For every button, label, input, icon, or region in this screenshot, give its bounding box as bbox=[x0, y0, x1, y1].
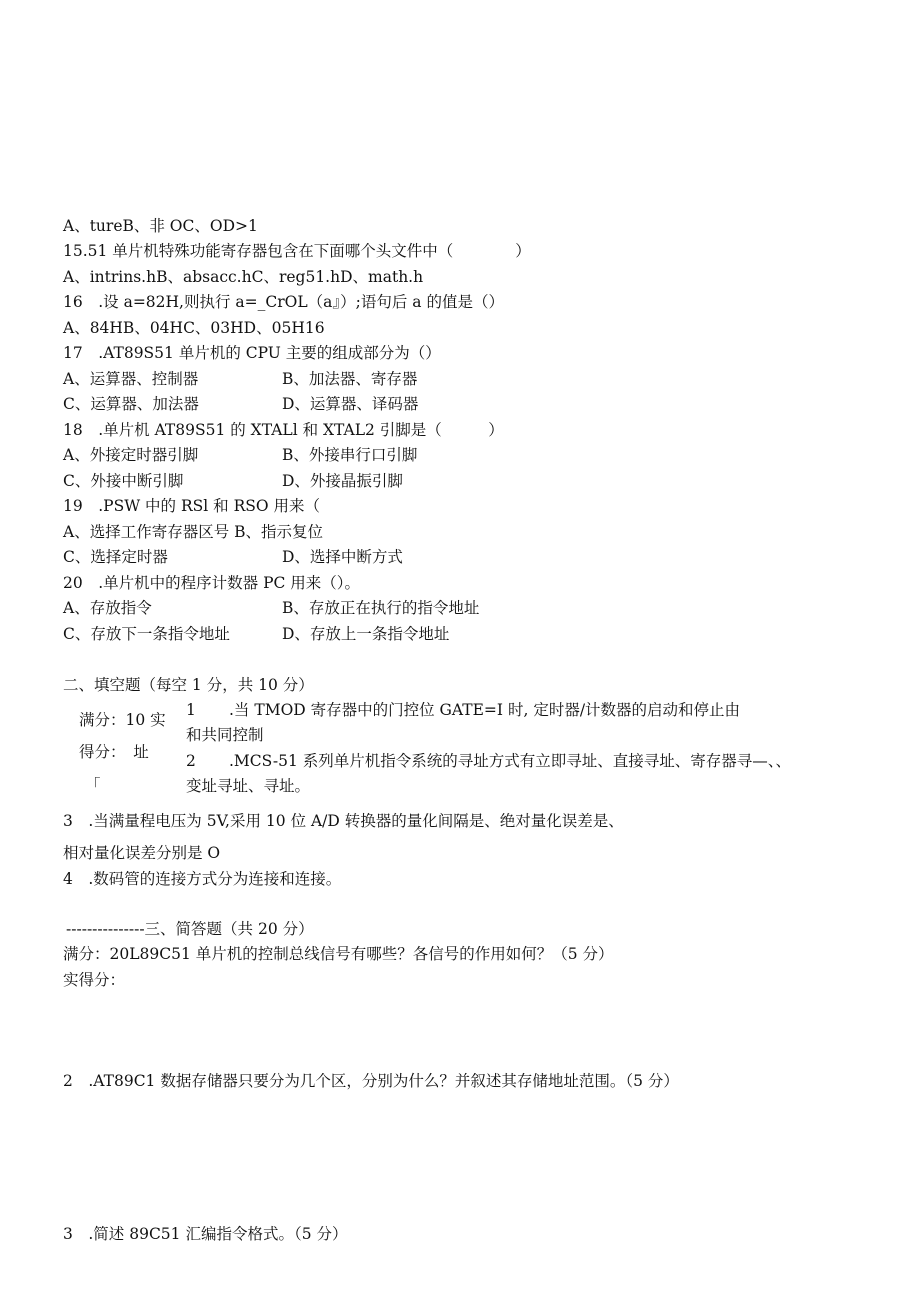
q20-option-b: B、存放正在执行的指令地址 bbox=[282, 599, 480, 617]
q16-options: A、84HB、04HC、03HD、05H16 bbox=[63, 319, 325, 337]
q18-option-d: D、外接晶振引脚 bbox=[282, 472, 403, 490]
short-q1-score: 实得分： bbox=[63, 971, 126, 989]
q18-option-a: A、外接定时器引脚 bbox=[63, 446, 199, 464]
q19-stem: 19 .PSW 中的 RSl 和 RSO 用来（ bbox=[63, 497, 321, 515]
q18-option-c: C、外接中断引脚 bbox=[63, 472, 184, 490]
fill-q3-continued: 相对量化误差分别是 O bbox=[63, 844, 221, 862]
q18-stem: 18 .单片机 AT89S51 的 XTALl 和 XTAL2 引脚是（ ） bbox=[63, 421, 504, 439]
q20-stem: 20 .单片机中的程序计数器 PC 用来（）。 bbox=[63, 574, 361, 592]
short-q3-text: 3 .简述 89C51 汇编指令格式。（5 分） bbox=[63, 1225, 348, 1243]
q17-option-b: B、加法器、寄存器 bbox=[282, 370, 418, 388]
fill-q4-text: 4 .数码管的连接方式分为连接和连接。 bbox=[63, 870, 342, 888]
q20-option-c: C、存放下一条指令地址 bbox=[63, 625, 230, 643]
q19-option-ab: A、选择工作寄存器区号 B、指示复位 bbox=[63, 523, 324, 541]
q14-options: A、tureB、非 OC、OD>1 bbox=[63, 217, 258, 235]
q20-option-d: D、存放上一条指令地址 bbox=[282, 625, 450, 643]
fill-score-full: 满分：10 实 bbox=[79, 711, 166, 729]
q15-stem: 15.51 单片机特殊功能寄存器包含在下面哪个头文件中（ ） bbox=[63, 242, 531, 260]
q20-option-a: A、存放指令 bbox=[63, 599, 152, 617]
fill-q2-number: 2 bbox=[186, 752, 196, 770]
fill-score-got: 得分： 址 bbox=[79, 743, 149, 761]
q17-option-d: D、运算器、译码器 bbox=[282, 395, 419, 413]
fill-q3-text: 3 .当满量程电压为 5V,采用 10 位 A/D 转换器的量化间隔是、绝对量化误差是、 bbox=[63, 812, 624, 830]
q19-option-d: D、选择中断方式 bbox=[282, 548, 403, 566]
q15-options: A、intrins.hB、absacc.hC、reg51.hD、math.h bbox=[63, 268, 424, 286]
fill-q1-number: 1 bbox=[186, 701, 196, 719]
short-q1-text: 满分：20L89C51 单片机的控制总线信号有哪些？各信号的作用如何？（5 分） bbox=[63, 945, 614, 963]
q18-option-b: B、外接串行口引脚 bbox=[282, 446, 418, 464]
short-section-heading: ---------------三、简答题（共 20 分） bbox=[66, 920, 314, 938]
q16-stem: 16 .设 a=82H,则执行 a=_CrOL（a』）;语句后 a 的值是（） bbox=[63, 293, 504, 311]
q19-option-c: C、选择定时器 bbox=[63, 548, 168, 566]
fill-q2-text: .MCS-51 系列单片机指令系统的寻址方式有立即寻址、直接寻址、寄存器寻—、、 bbox=[229, 752, 791, 770]
fill-q2-continued: 变址寻址、寻址。 bbox=[186, 777, 311, 795]
fill-score-mark: 「 bbox=[85, 776, 101, 794]
fill-q1-continued: 和共同控制 bbox=[186, 726, 264, 744]
q17-option-a: A、运算器、控制器 bbox=[63, 370, 199, 388]
short-q2-text: 2 .AT89C1 数据存储器只要分为几个区，分别为什么？并叙述其存储地址范围。（5 分） bbox=[63, 1072, 679, 1090]
q17-stem: 17 .AT89S51 单片机的 CPU 主要的组成部分为（） bbox=[63, 344, 441, 362]
fill-section-heading: 二、填空题（每空 1 分，共 10 分） bbox=[63, 676, 314, 694]
fill-q1-text: .当 TMOD 寄存器中的门控位 GATE=I 时, 定时器/计数器的启动和停止由 bbox=[229, 701, 741, 719]
q17-option-c: C、运算器、加法器 bbox=[63, 395, 199, 413]
